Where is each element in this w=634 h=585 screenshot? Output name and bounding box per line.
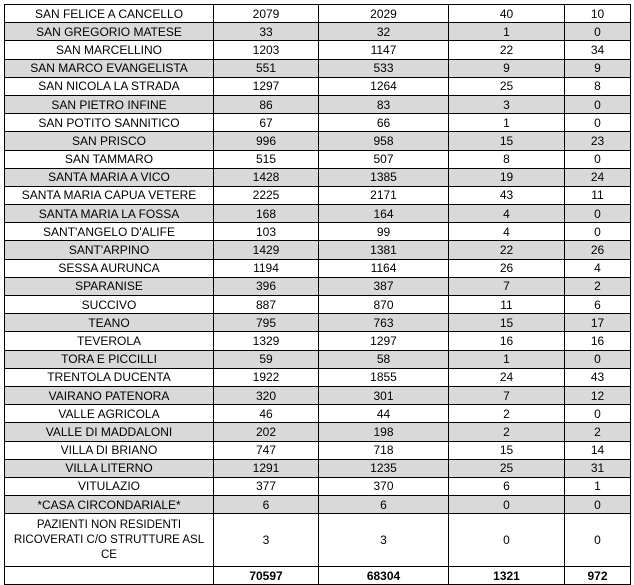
value-cell-col2: 164	[319, 205, 449, 223]
value-cell-col2: 1855	[319, 368, 449, 386]
value-cell-col3: 9	[449, 59, 565, 77]
value-cell-col4: 6	[565, 296, 631, 314]
table-row	[5, 205, 631, 223]
value-cell-col4: 1	[565, 477, 631, 495]
value-cell-col4: 0	[565, 95, 631, 113]
table-row	[5, 496, 631, 514]
value-cell-col4: 0	[565, 205, 631, 223]
value-cell-col2: 718	[319, 441, 449, 459]
value-cell-col1: 1329	[214, 332, 319, 350]
value-cell-col3: 7	[449, 386, 565, 404]
value-cell-col4: 0	[565, 23, 631, 41]
value-cell-col1: 377	[214, 477, 319, 495]
municipality-name-cell: SANT'ANGELO D'ALIFE	[5, 223, 214, 241]
value-cell-col3: 8	[449, 150, 565, 168]
value-cell-col1: 168	[214, 205, 319, 223]
value-cell-col2: 1147	[319, 41, 449, 59]
value-cell-col2: 507	[319, 150, 449, 168]
table-row	[5, 168, 631, 186]
value-cell-col4: 0	[565, 150, 631, 168]
municipality-name-cell: SAN PRISCO	[5, 132, 214, 150]
table-row	[5, 405, 631, 423]
value-cell-col2: 58	[319, 350, 449, 368]
value-cell-col3: 7	[449, 277, 565, 295]
value-cell-col2: 958	[319, 132, 449, 150]
value-cell-col4: 8	[565, 77, 631, 95]
value-cell-col3: 1	[449, 114, 565, 132]
value-cell-col1: 2225	[214, 186, 319, 204]
value-cell-col2: 1297	[319, 332, 449, 350]
value-cell-col1: 6	[214, 496, 319, 514]
table-row	[5, 5, 631, 23]
value-cell-col3: 26	[449, 259, 565, 277]
table-row	[5, 514, 631, 567]
value-cell-col2: 66	[319, 114, 449, 132]
municipality-name-cell: VALLE DI MADDALONI	[5, 423, 214, 441]
municipality-name-cell: PAZIENTI NON RESIDENTI RICOVERATI C/O STRUTTURE ASL CE	[5, 514, 214, 567]
table-row	[5, 150, 631, 168]
value-cell-col1: 103	[214, 223, 319, 241]
totals-row	[5, 567, 631, 585]
value-cell-col4: 26	[565, 241, 631, 259]
value-cell-col1: 46	[214, 405, 319, 423]
value-cell-col2: 1235	[319, 459, 449, 477]
table-row	[5, 423, 631, 441]
value-cell-col4: 4	[565, 259, 631, 277]
value-cell-col3: 15	[449, 314, 565, 332]
municipality-name-cell: SPARANISE	[5, 277, 214, 295]
value-cell-col2: 2029	[319, 5, 449, 23]
value-cell-col3: 1	[449, 23, 565, 41]
table-row	[5, 59, 631, 77]
table-body	[5, 5, 631, 585]
value-cell-col3: 2	[449, 423, 565, 441]
value-cell-col1: 33	[214, 23, 319, 41]
value-cell-col1: 1194	[214, 259, 319, 277]
value-cell-col4: 31	[565, 459, 631, 477]
value-cell-col4: 0	[565, 496, 631, 514]
value-cell-col1: 1203	[214, 41, 319, 59]
value-cell-col3: 0	[449, 514, 565, 567]
municipality-name-cell: SUCCIVO	[5, 296, 214, 314]
value-cell-col1: 515	[214, 150, 319, 168]
table-row	[5, 259, 631, 277]
municipality-name-cell: VILLA DI BRIANO	[5, 441, 214, 459]
value-cell-col2: 301	[319, 386, 449, 404]
municipality-name-cell: VAIRANO PATENORA	[5, 386, 214, 404]
table-row	[5, 95, 631, 113]
value-cell-col3: 25	[449, 459, 565, 477]
value-cell-col3: 0	[449, 496, 565, 514]
value-cell-col1: 1291	[214, 459, 319, 477]
value-cell-col3: 43	[449, 186, 565, 204]
municipality-name-cell: VILLA LITERNO	[5, 459, 214, 477]
value-cell-col1: 747	[214, 441, 319, 459]
value-cell-col2: 198	[319, 423, 449, 441]
municipality-name-cell: *CASA CIRCONDARIALE*	[5, 496, 214, 514]
table-row	[5, 186, 631, 204]
value-cell-col1: 551	[214, 59, 319, 77]
value-cell-col3: 22	[449, 241, 565, 259]
table-row	[5, 477, 631, 495]
table-row	[5, 77, 631, 95]
value-cell-col3: 6	[449, 477, 565, 495]
value-cell-col3: 4	[449, 205, 565, 223]
municipality-name-cell: VALLE AGRICOLA	[5, 405, 214, 423]
total-col1-cell: 70597	[214, 567, 319, 585]
municipality-name-cell: SESSA AURUNCA	[5, 259, 214, 277]
value-cell-col1: 86	[214, 95, 319, 113]
value-cell-col2: 2171	[319, 186, 449, 204]
value-cell-col3: 40	[449, 5, 565, 23]
value-cell-col4: 24	[565, 168, 631, 186]
table-row	[5, 296, 631, 314]
value-cell-col3: 3	[449, 95, 565, 113]
value-cell-col4: 0	[565, 514, 631, 567]
value-cell-col3: 11	[449, 296, 565, 314]
table-row	[5, 114, 631, 132]
municipality-name-cell: SAN GREGORIO MATESE	[5, 23, 214, 41]
municipality-name-cell: SAN PIETRO INFINE	[5, 95, 214, 113]
value-cell-col1: 795	[214, 314, 319, 332]
municipality-name-cell: SANTA MARIA CAPUA VETERE	[5, 186, 214, 204]
value-cell-col3: 16	[449, 332, 565, 350]
municipality-name-cell: TEVEROLA	[5, 332, 214, 350]
value-cell-col2: 870	[319, 296, 449, 314]
totals-label-cell	[5, 567, 214, 585]
value-cell-col3: 15	[449, 441, 565, 459]
value-cell-col4: 43	[565, 368, 631, 386]
value-cell-col4: 0	[565, 350, 631, 368]
municipality-name-cell: SAN MARCELLINO	[5, 41, 214, 59]
value-cell-col2: 83	[319, 95, 449, 113]
value-cell-col2: 370	[319, 477, 449, 495]
total-col4-cell: 972	[565, 567, 631, 585]
table-row	[5, 441, 631, 459]
value-cell-col4: 0	[565, 223, 631, 241]
value-cell-col2: 44	[319, 405, 449, 423]
value-cell-col1: 396	[214, 277, 319, 295]
value-cell-col3: 1	[449, 350, 565, 368]
value-cell-col2: 99	[319, 223, 449, 241]
value-cell-col2: 387	[319, 277, 449, 295]
value-cell-col4: 11	[565, 186, 631, 204]
municipality-data-table	[4, 4, 631, 585]
municipality-name-cell: SAN TAMMARO	[5, 150, 214, 168]
value-cell-col3: 15	[449, 132, 565, 150]
value-cell-col2: 1381	[319, 241, 449, 259]
municipality-name-cell: SANTA MARIA A VICO	[5, 168, 214, 186]
value-cell-col4: 14	[565, 441, 631, 459]
value-cell-col1: 887	[214, 296, 319, 314]
value-cell-col1: 1429	[214, 241, 319, 259]
table-row	[5, 386, 631, 404]
value-cell-col3: 2	[449, 405, 565, 423]
municipality-name-cell: SANT'ARPINO	[5, 241, 214, 259]
value-cell-col2: 1385	[319, 168, 449, 186]
table-row	[5, 277, 631, 295]
value-cell-col1: 3	[214, 514, 319, 567]
municipality-name-cell: SAN POTITO SANNITICO	[5, 114, 214, 132]
table-row	[5, 223, 631, 241]
table-row	[5, 459, 631, 477]
municipality-name-cell: SAN MARCO EVANGELISTA	[5, 59, 214, 77]
value-cell-col4: 2	[565, 277, 631, 295]
total-col3-cell: 1321	[449, 567, 565, 585]
value-cell-col4: 2	[565, 423, 631, 441]
value-cell-col3: 25	[449, 77, 565, 95]
municipality-name-cell: SANTA MARIA LA FOSSA	[5, 205, 214, 223]
table-row	[5, 41, 631, 59]
value-cell-col1: 1428	[214, 168, 319, 186]
municipality-name-cell: TRENTOLA DUCENTA	[5, 368, 214, 386]
municipality-name-cell: TEANO	[5, 314, 214, 332]
table-row	[5, 23, 631, 41]
municipality-name-cell: SAN FELICE A CANCELLO	[5, 5, 214, 23]
value-cell-col2: 533	[319, 59, 449, 77]
value-cell-col4: 10	[565, 5, 631, 23]
value-cell-col1: 1922	[214, 368, 319, 386]
value-cell-col3: 24	[449, 368, 565, 386]
value-cell-col4: 23	[565, 132, 631, 150]
value-cell-col4: 9	[565, 59, 631, 77]
value-cell-col4: 34	[565, 41, 631, 59]
table-row	[5, 368, 631, 386]
value-cell-col2: 6	[319, 496, 449, 514]
value-cell-col4: 0	[565, 405, 631, 423]
value-cell-col4: 16	[565, 332, 631, 350]
value-cell-col3: 19	[449, 168, 565, 186]
value-cell-col2: 32	[319, 23, 449, 41]
value-cell-col2: 763	[319, 314, 449, 332]
value-cell-col1: 320	[214, 386, 319, 404]
table-row	[5, 314, 631, 332]
total-col2-cell: 68304	[319, 567, 449, 585]
value-cell-col2: 1164	[319, 259, 449, 277]
table-row	[5, 241, 631, 259]
municipality-name-cell: VITULAZIO	[5, 477, 214, 495]
value-cell-col2: 1264	[319, 77, 449, 95]
table-row	[5, 332, 631, 350]
value-cell-col4: 17	[565, 314, 631, 332]
value-cell-col1: 202	[214, 423, 319, 441]
municipality-name-cell: SAN NICOLA LA STRADA	[5, 77, 214, 95]
value-cell-col2: 3	[319, 514, 449, 567]
value-cell-col1: 1297	[214, 77, 319, 95]
value-cell-col1: 67	[214, 114, 319, 132]
value-cell-col1: 996	[214, 132, 319, 150]
table-row	[5, 350, 631, 368]
value-cell-col4: 0	[565, 114, 631, 132]
table-row	[5, 132, 631, 150]
value-cell-col4: 12	[565, 386, 631, 404]
value-cell-col1: 2079	[214, 5, 319, 23]
municipality-name-cell: TORA E PICCILLI	[5, 350, 214, 368]
value-cell-col1: 59	[214, 350, 319, 368]
value-cell-col3: 4	[449, 223, 565, 241]
value-cell-col3: 22	[449, 41, 565, 59]
